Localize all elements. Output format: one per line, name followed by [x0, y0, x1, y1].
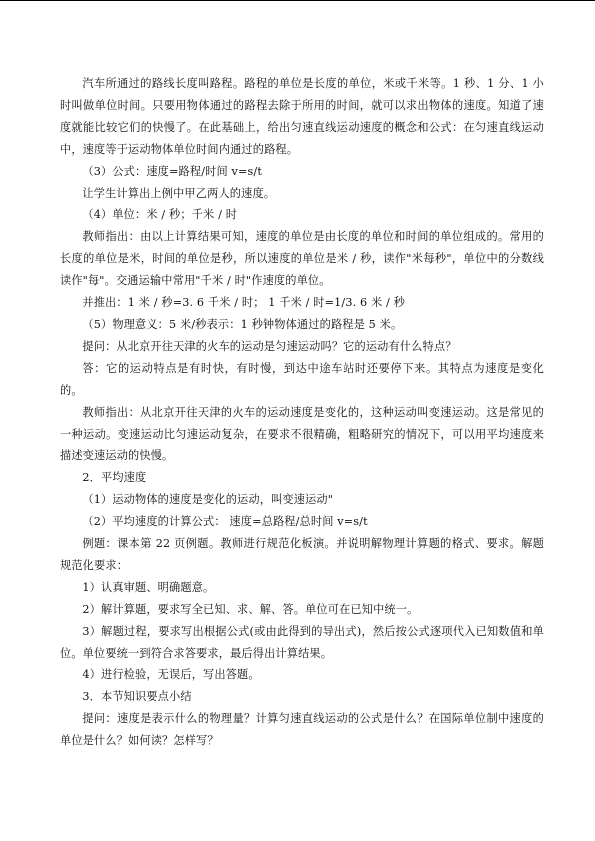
section-heading-summary: 3．本节知识要点小结	[82, 690, 192, 704]
paragraph-example: 例题：课本第 22 页例题。教师进行规范化板演。并说明解物理计算题的格式、要求。解题规范化要求：	[60, 537, 544, 572]
paragraph-teacher-note-1: 教师指出：由以上计算结果可知，速度的单位是由长度的单位和时间的单位组成的。常用的长度的单位是米，时间的单位是秒，所以速度的单位是米 / 秒，读作"米每秒"，单位中的分数线读作"每"。交通运输中常用"千米 / 时"作速度的单位。	[60, 230, 544, 288]
paragraph-teacher-note-2: 教师指出：从北京开往天津的火车的运动速度是变化的，这种运动叫变速运动。这是常见的一种运动。变速运动比匀速运动复杂，在要求不很精确，粗略研究的情况下，可以用平均速度来描述变速运动的快慢。	[60, 405, 544, 463]
list-item-3: 3）解题过程，要求写出根据公式(或由此得到的导出式)，然后按公式逐项代入已知数值和单位。单位要统一到符合求答要求，最后得出计算结果。	[60, 624, 544, 660]
document-body	[60, 73, 544, 752]
paragraph-unit: （4）单位：米 / 秒；千米 / 时	[82, 208, 238, 222]
paragraph-answer-1: 答：它的运动特点是有时快，有时慢，到达中途车站时还要停下来。其特点为速度是变化的。	[60, 361, 544, 397]
section-heading-average-speed: 2．平均速度	[82, 471, 147, 485]
paragraph-physical-meaning: （5）物理意义：5 米/秒表示：1 秒钟物体通过的路程是 5 米。	[82, 317, 403, 331]
paragraph-formula: （3）公式：速度=路程/时间 v=s/t	[82, 164, 262, 178]
paragraph-conversion: 并推出：1 米 / 秒=3. 6 千米 / 时； 1 千米 / 时=1/3. 6 米 / 秒	[82, 296, 405, 310]
paragraph-variable-motion: （1）运动物体的速度是变化的运动，叫变速运动"	[82, 493, 334, 507]
paragraph-question-1: 提问：从北京开往天津的火车的运动是匀速运动吗？它的运动有什么特点？	[82, 339, 457, 353]
paragraph-exercise: 让学生计算出上例中甲乙两人的速度。	[82, 186, 276, 200]
paragraph-question-2: 提问：速度是表示什么的物理量？计算匀速直线运动的公式是什么？在国际单位制中速度的单位是什么？如何读？怎样写？	[60, 712, 544, 748]
list-item-2: 2）解计算题，要求写全已知、求、解、答。单位可在已知中统一。	[82, 602, 419, 616]
header-rule	[0, 0, 595, 1]
list-item-4: 4）进行检验，无误后，写出答题。	[82, 668, 260, 682]
list-item-1: 1）认真审题、明确题意。	[82, 580, 215, 594]
paragraph-intro: 汽车所通过的路线长度叫路程。路程的单位是长度的单位，米或千米等。1 秒、1 分、1 小时叫做单位时间。只要用物体通过的路程去除于所用的时间，就可以求出物体的速度。知道了速度就能比较它们的快慢了。在此基础上，给出匀速直线运动速度的概念和公式：在匀速直线运动中，速度等于运动物体单位时间内通过的路程。	[60, 77, 544, 156]
paragraph-average-formula: （2）平均速度的计算公式： 速度=总路程/总时间 v=s/t	[82, 515, 368, 529]
